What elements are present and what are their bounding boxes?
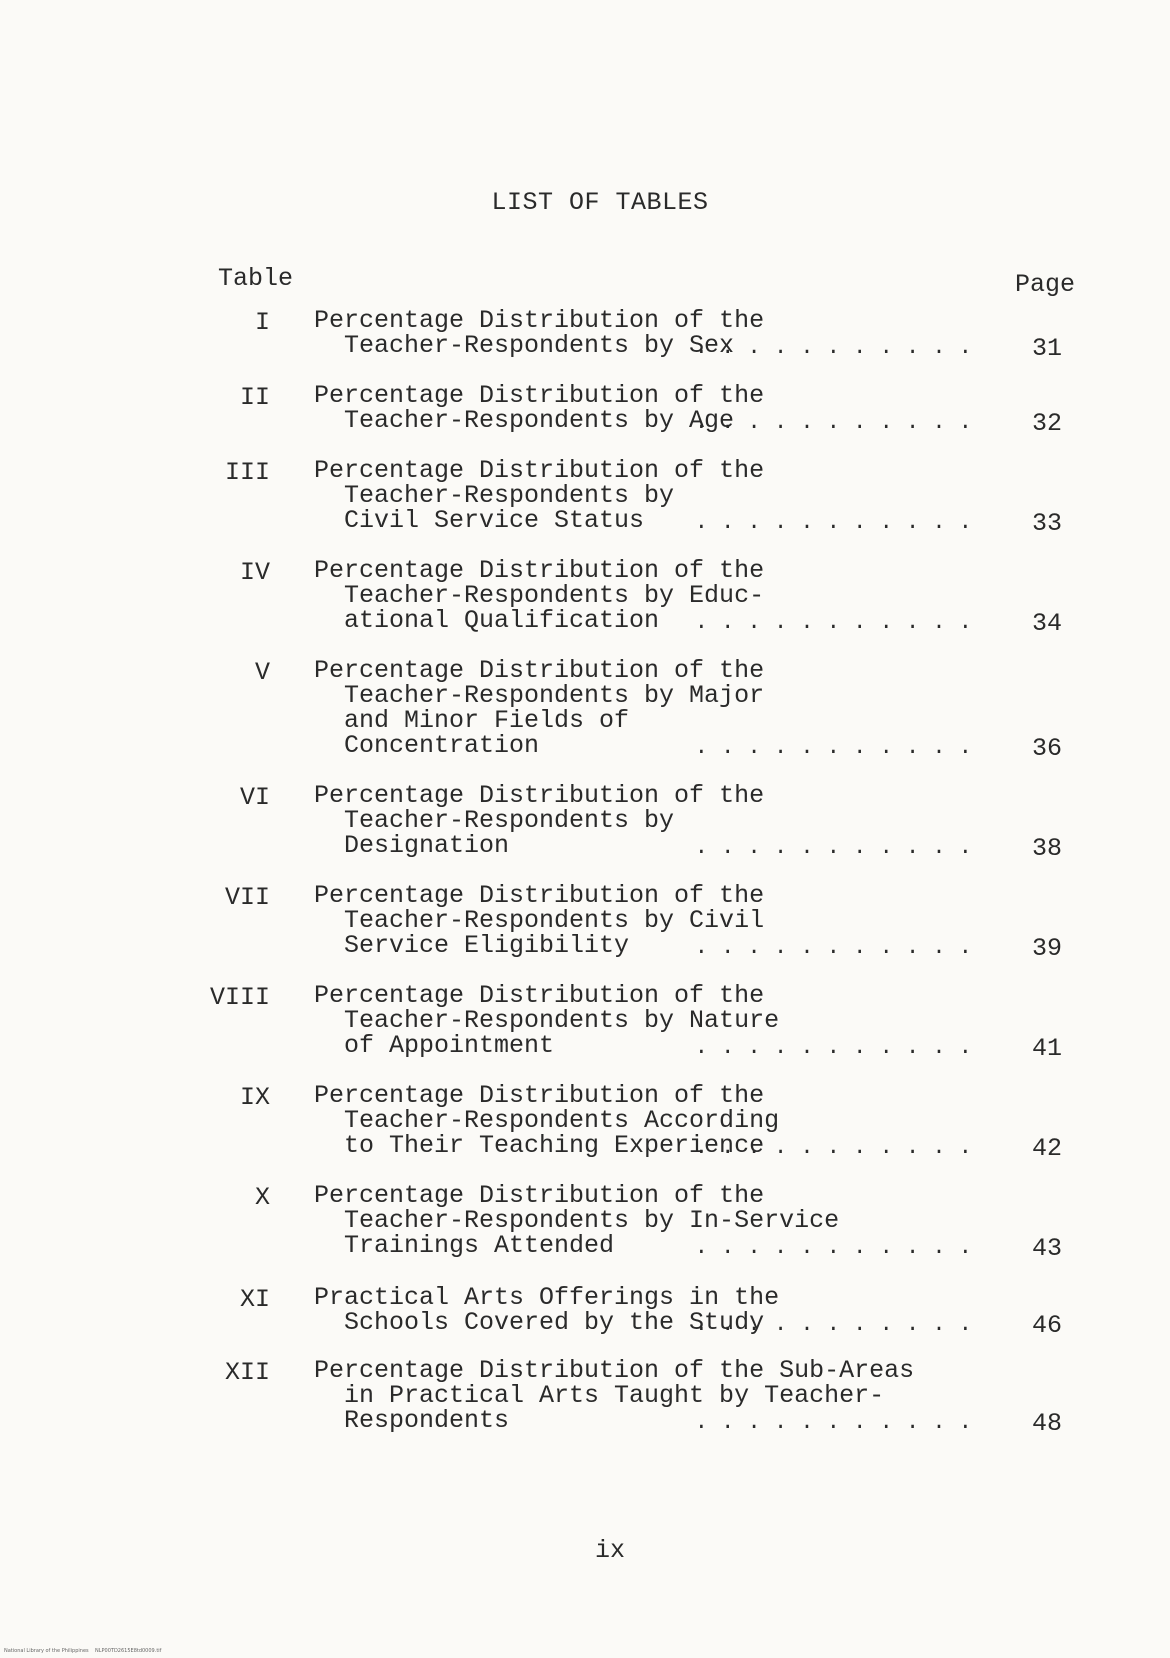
table-column-header: Table [218,264,294,293]
page-number: ix [594,1536,625,1565]
leader-dots: . . . . . . . . . . . [694,1312,972,1337]
page-reference: 36 [1031,734,1062,763]
table-numeral: II [239,383,270,412]
table-title-line: Trainings Attended [344,1231,615,1260]
table-numeral: VII [224,883,270,912]
table-title-line: in Practical Arts Taught by Teacher- [344,1381,885,1410]
table-title-line: Practical Arts Offerings in the [314,1283,780,1312]
page-reference: 41 [1031,1034,1062,1063]
table-title-line: Percentage Distribution of the [314,1081,765,1110]
table-numeral: VI [239,783,270,812]
table-title-line: Teacher-Respondents by Educ- [344,581,765,610]
table-title-line: of Appointment [344,1031,555,1060]
page-column-header: Page [1015,270,1076,299]
table-numeral: V [254,658,270,687]
table-numeral: IX [239,1083,270,1112]
table-title-line: Percentage Distribution of the Sub-Areas [314,1356,915,1385]
table-numeral: III [224,458,270,487]
table-title-line: Percentage Distribution of the [314,381,765,410]
page-reference: 33 [1031,509,1062,538]
table-title-line: Civil Service Status [344,506,645,535]
table-numeral: XII [224,1358,270,1387]
leader-dots: . . . . . . . . . . . [694,1235,972,1260]
leader-dots: . . . . . . . . . . . [694,335,972,360]
table-title-line: Percentage Distribution of the [314,881,765,910]
table-numeral: XI [239,1285,270,1314]
leader-dots: . . . . . . . . . . . [694,1035,972,1060]
page-reference: 38 [1031,834,1062,863]
table-title-line: Percentage Distribution of the [314,306,765,335]
table-title-line: Teacher-Respondents by Age [344,406,735,435]
table-title-line: Designation [344,831,510,860]
table-title-line: Teacher-Respondents by [344,481,675,510]
page-reference: 42 [1031,1134,1062,1163]
table-title-line: and Minor Fields of [344,706,630,735]
table-numeral: IV [239,558,270,587]
page-reference: 34 [1031,609,1062,638]
table-title-line: Teacher-Respondents by In-Service [344,1206,840,1235]
table-title-line: Percentage Distribution of the [314,656,765,685]
table-title-line: Respondents [344,1406,510,1435]
table-title-line: Percentage Distribution of the [314,556,765,585]
table-title-line: Percentage Distribution of the [314,456,765,485]
table-title-line: Teacher-Respondents According [344,1106,780,1135]
page-reference: 46 [1031,1311,1062,1340]
table-title-line: Percentage Distribution of the [314,781,765,810]
table-numeral: I [254,308,270,337]
leader-dots: . . . . . . . . . . . [694,1135,972,1160]
leader-dots: . . . . . . . . . . . [694,735,972,760]
table-title-line: Teacher-Respondents by Civil [344,906,765,935]
table-title-line: Service Eligibility [344,931,630,960]
page-reference: 48 [1031,1409,1062,1438]
table-title-line: Teacher-Respondents by Major [344,681,765,710]
page-title: LIST OF TABLES [491,188,709,217]
leader-dots: . . . . . . . . . . . [694,835,972,860]
page-reference: 31 [1031,334,1062,363]
table-numeral: VIII [209,983,270,1012]
leader-dots: . . . . . . . . . . . [694,410,972,435]
page-reference: 32 [1031,409,1062,438]
leader-dots: . . . . . . . . . . . [694,1410,972,1435]
scan-credit: National Library of the Philippines NLP00TD2615E8td0009.tif [4,1648,162,1654]
leader-dots: . . . . . . . . . . . [694,935,972,960]
page-reference: 39 [1031,934,1062,963]
table-title-line: Teacher-Respondents by Sex [344,331,735,360]
table-title-line: Concentration [344,731,540,760]
table-numeral: X [254,1183,270,1212]
table-title-line: Percentage Distribution of the [314,981,765,1010]
leader-dots: . . . . . . . . . . . [694,610,972,635]
table-title-line: Teacher-Respondents by [344,806,675,835]
table-title-line: Teacher-Respondents by Nature [344,1006,780,1035]
table-title-line: to Their Teaching Experience [344,1131,765,1160]
table-title-line: ational Qualification [344,606,660,635]
page-reference: 43 [1031,1234,1062,1263]
table-title-line: Percentage Distribution of the [314,1181,765,1210]
table-title-line: Schools Covered by the Study [344,1308,765,1337]
leader-dots: . . . . . . . . . . . [694,510,972,535]
